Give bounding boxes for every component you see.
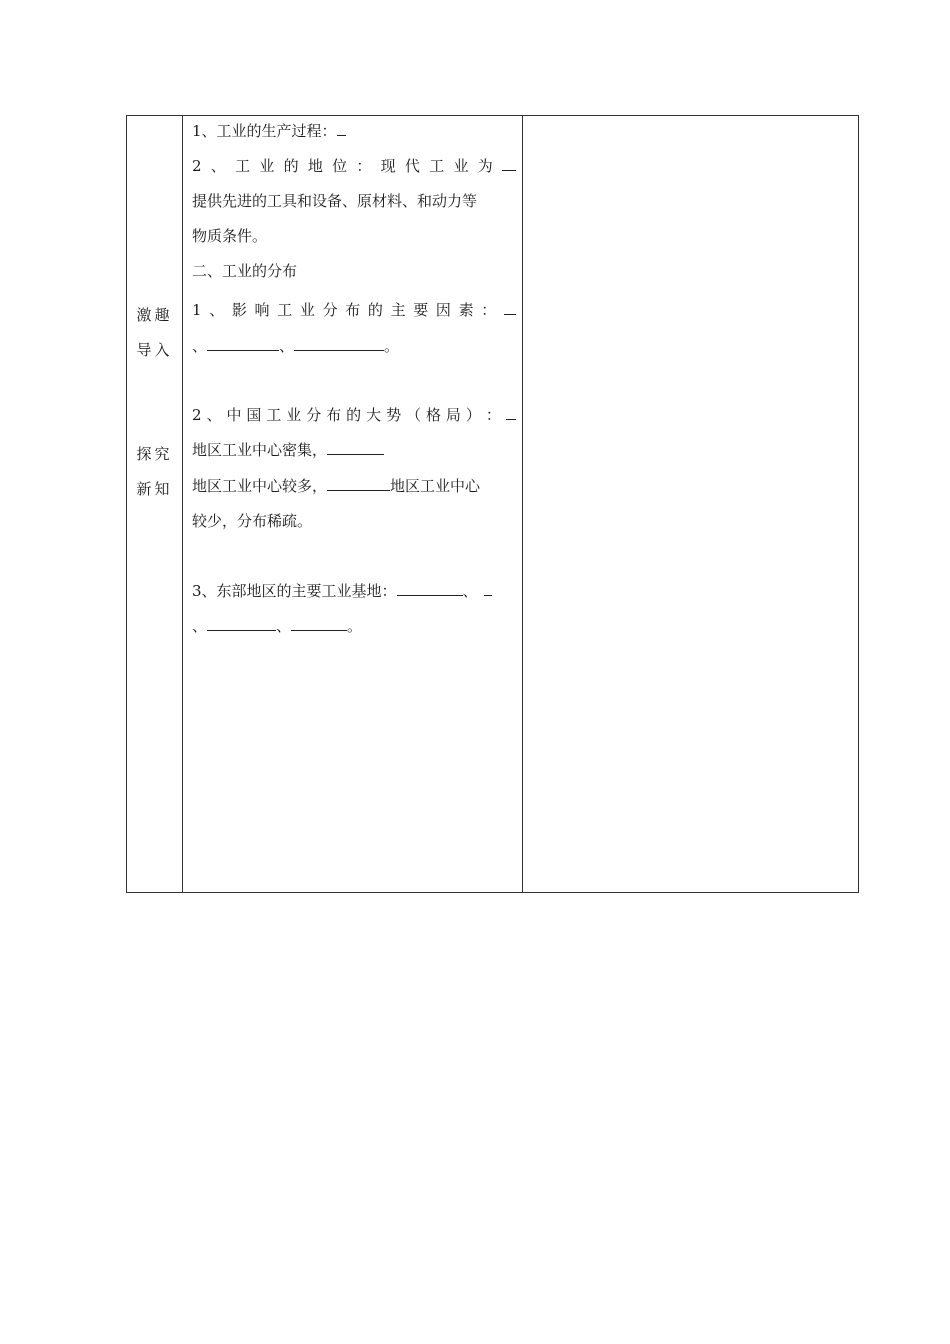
- justified-char: 中: [226, 406, 242, 424]
- justified-char: 地: [307, 157, 323, 175]
- justified-char: 代: [404, 157, 420, 175]
- production-process-text: 1、工业的生产过程：: [192, 122, 337, 140]
- period: 。: [384, 337, 400, 355]
- justified-char: 业: [259, 157, 275, 175]
- justified-char: 格: [425, 406, 441, 424]
- label-tanjiu: 探究: [136, 445, 173, 463]
- industry-status-line-3: 物质条件。: [192, 227, 268, 245]
- pattern-line-4: 较少，分布稀疏。: [192, 512, 313, 530]
- pattern-text-2: 地区工业中心密集，: [192, 441, 328, 459]
- section-heading-distribution: 二、工业的分布: [192, 262, 298, 280]
- justified-char: 、: [209, 301, 225, 319]
- label-xinzhi: 新知: [136, 480, 173, 498]
- justified-char: ：: [481, 301, 497, 319]
- bases-line-2: [192, 615, 362, 637]
- justified-char: 位: [332, 157, 348, 175]
- separator: 、: [279, 337, 295, 355]
- justified-char: 局: [445, 406, 461, 424]
- fill-blank: [337, 120, 346, 136]
- label-jiqu: 激趣: [136, 306, 173, 324]
- justified-char: ：: [356, 157, 372, 175]
- fill-blank: [207, 615, 276, 631]
- justified-char: ：: [485, 406, 501, 424]
- fill-blank: [207, 335, 279, 351]
- separator: 、: [192, 337, 208, 355]
- justified-char: 的: [346, 406, 362, 424]
- justified-char: 影: [231, 301, 247, 319]
- factors-line: [192, 299, 516, 321]
- worksheet-table: [126, 115, 859, 893]
- separator: 、: [276, 617, 292, 635]
- separator: 、: [192, 617, 208, 635]
- justified-char: 2: [192, 406, 202, 424]
- production-process-line: [192, 120, 346, 142]
- section-label-column: [127, 116, 183, 892]
- fill-blank: [327, 475, 390, 491]
- justified-char: ）: [465, 406, 481, 424]
- justified-char: 业: [286, 406, 302, 424]
- justified-char: 分: [322, 301, 338, 319]
- separator: 、: [462, 582, 478, 600]
- justified-char: 因: [435, 301, 451, 319]
- justified-char: 2: [192, 157, 202, 175]
- justified-char: 主: [390, 301, 406, 319]
- justified-char: 业: [299, 301, 315, 319]
- justified-char: 国: [246, 406, 262, 424]
- justified-char: 势: [386, 406, 402, 424]
- justified-char: 的: [283, 157, 299, 175]
- industry-status-line-2: 提供先进的工具和设备、原材料、和动力等: [192, 192, 478, 210]
- justified-char: 工: [266, 406, 282, 424]
- label-daoru: 导入: [136, 341, 173, 359]
- fill-blank: [502, 155, 516, 171]
- fill-blank: [506, 404, 516, 420]
- justified-char: 为: [477, 157, 493, 175]
- period: 。: [347, 617, 363, 635]
- justified-char: 布: [345, 301, 361, 319]
- pattern-line-2: [192, 439, 384, 461]
- fill-blank: [291, 615, 347, 631]
- pattern-text-3b: 地区工业中心: [390, 477, 481, 495]
- pattern-text-3a: 地区工业中心较多，: [192, 477, 328, 495]
- justified-char: 布: [326, 406, 342, 424]
- fill-blank: [504, 299, 516, 315]
- justified-char: 素: [458, 301, 474, 319]
- pattern-line: [192, 404, 516, 426]
- industry-status-line: [192, 155, 516, 177]
- justified-char: 要: [413, 301, 429, 319]
- justified-char: 分: [306, 406, 322, 424]
- notes-column: [523, 116, 858, 892]
- pattern-line-3: [192, 475, 480, 497]
- justified-char: 的: [367, 301, 383, 319]
- factors-line-2: [192, 335, 399, 357]
- justified-char: 大: [366, 406, 382, 424]
- justified-char: 工: [277, 301, 293, 319]
- fill-blank: [327, 439, 384, 455]
- justified-char: 业: [453, 157, 469, 175]
- justified-char: 现: [380, 157, 396, 175]
- fill-blank: [397, 580, 463, 596]
- content-column: [183, 116, 523, 892]
- fill-blank: [294, 335, 384, 351]
- bases-line: [192, 580, 492, 602]
- bases-text: 3、东部地区的主要工业基地：: [192, 582, 397, 600]
- justified-char: 工: [429, 157, 445, 175]
- fill-blank: [484, 580, 492, 596]
- justified-char: 、: [206, 406, 222, 424]
- justified-char: 工: [235, 157, 251, 175]
- justified-char: 响: [254, 301, 270, 319]
- justified-char: 、: [210, 157, 226, 175]
- justified-char: 1: [192, 301, 202, 319]
- justified-char: （: [406, 406, 422, 424]
